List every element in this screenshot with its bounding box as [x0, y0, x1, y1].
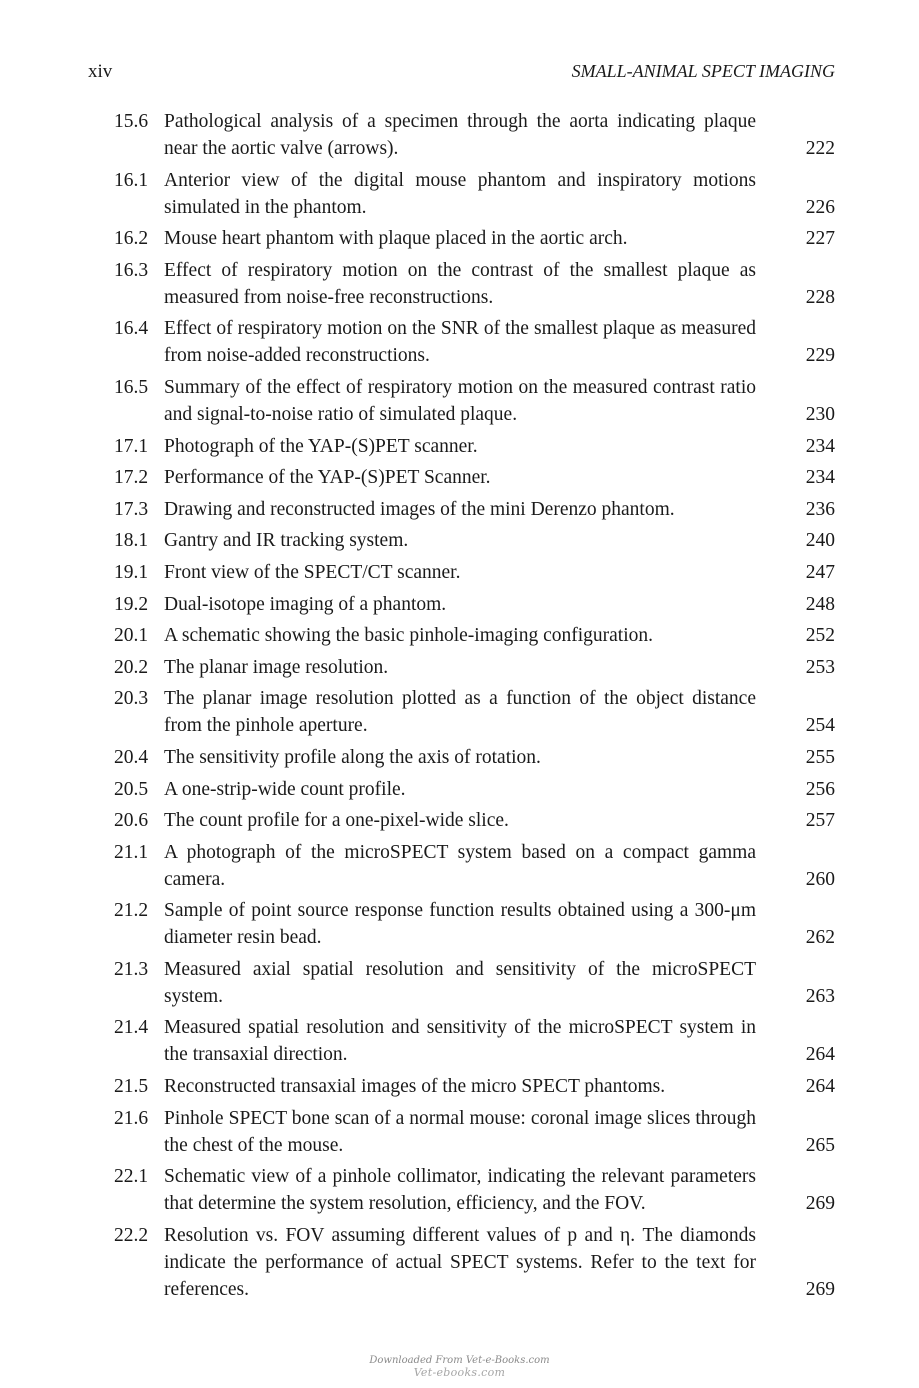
toc-entry — [114, 685, 835, 739]
page-reference: 265 — [805, 1134, 835, 1156]
figure-number: 16.1 — [114, 169, 149, 191]
figure-caption: A photograph of the microSPECT system based on a compact gamma camera. — [164, 841, 756, 890]
figure-number: 17.2 — [114, 467, 149, 489]
toc-entry — [114, 654, 835, 681]
watermark-line-2: Vet-ebooks.com — [413, 1366, 506, 1379]
download-watermark — [0, 1355, 919, 1379]
figure-number: 17.1 — [114, 435, 149, 457]
figure-caption: Mouse heart phantom with plaque placed in the aortic arch. — [164, 228, 628, 250]
toc-entry — [114, 807, 835, 834]
page-reference: 263 — [805, 985, 835, 1007]
figure-caption: Photograph of the YAP-(S)PET scanner. — [164, 435, 478, 457]
figure-caption: Measured axial spatial resolution and sensitivity of the microSPECT system. — [164, 958, 756, 1007]
figure-caption: Measured spatial resolution and sensitivity of the microSPECT system in the transaxial direction. — [164, 1017, 756, 1066]
page-reference: 264 — [805, 1044, 835, 1066]
figure-number: 19.1 — [114, 561, 149, 583]
toc-entry — [114, 1073, 835, 1100]
page-reference: 255 — [805, 746, 835, 768]
figure-caption: Sample of point source response function results obtained using a 300-μm diameter resin bead. — [164, 900, 756, 949]
toc-entry — [114, 839, 835, 893]
page-reference: 236 — [805, 498, 835, 520]
toc-entry — [114, 167, 835, 221]
figure-caption: Effect of respiratory motion on the contrast of the smallest plaque as measured from noise-free reconstructions. — [164, 259, 756, 308]
page-reference: 234 — [805, 467, 835, 489]
page-reference: 248 — [805, 593, 835, 615]
figure-number: 16.4 — [114, 318, 149, 340]
toc-entry — [114, 527, 835, 554]
figure-caption: The planar image resolution plotted as a function of the object distance from the pinhole aperture. — [164, 688, 756, 737]
running-title: SMALL-ANIMAL SPECT IMAGING — [571, 61, 835, 81]
figure-caption: Resolution vs. FOV assuming different values of p and η. The diamonds indicate the performance of actual SPECT systems. Refer to the text for references. — [164, 1224, 756, 1300]
toc-entry — [114, 225, 835, 252]
toc-entry — [114, 1222, 835, 1303]
page-number: xiv — [88, 61, 113, 82]
toc-entry — [114, 257, 835, 311]
page-reference: 257 — [805, 810, 835, 832]
figure-caption: Dual-isotope imaging of a phantom. — [164, 593, 447, 615]
figure-caption: Front view of the SPECT/CT scanner. — [164, 561, 461, 583]
page-reference: 256 — [805, 778, 835, 800]
figure-caption: Drawing and reconstructed images of the mini Derenzo phantom. — [164, 498, 675, 520]
page-header — [88, 61, 835, 87]
toc-entry — [114, 464, 835, 491]
figure-number: 16.2 — [114, 228, 149, 250]
page-reference: 222 — [805, 138, 835, 159]
list-of-figures — [114, 108, 835, 1307]
page-reference: 253 — [805, 656, 835, 678]
page-reference: 262 — [805, 927, 835, 949]
figure-caption: Pathological analysis of a specimen through the aorta indicating plaque near the aortic valve (arrows). — [164, 111, 756, 159]
toc-entry — [114, 1163, 835, 1217]
page-reference: 247 — [805, 561, 835, 583]
figure-number: 16.5 — [114, 376, 149, 398]
toc-entry — [114, 1014, 835, 1068]
toc-entry — [114, 108, 835, 162]
page-reference: 260 — [805, 868, 835, 890]
figure-number: 21.5 — [114, 1076, 149, 1098]
figure-number: 20.6 — [114, 810, 149, 832]
toc-entry — [114, 496, 835, 523]
figure-number: 19.2 — [114, 593, 149, 615]
toc-entry — [114, 1105, 835, 1159]
toc-entry — [114, 591, 835, 618]
figure-number: 21.3 — [114, 958, 149, 980]
toc-entry — [114, 897, 835, 951]
figure-caption: A schematic showing the basic pinhole-imaging configuration. — [164, 625, 654, 647]
figure-caption: Gantry and IR tracking system. — [164, 530, 409, 552]
page-reference: 252 — [805, 625, 835, 647]
page-reference: 227 — [805, 228, 835, 250]
figure-caption: Effect of respiratory motion on the SNR of the smallest plaque as measured from noise-added reconstructions. — [164, 318, 756, 367]
toc-entry — [114, 622, 835, 649]
figure-number: 20.2 — [114, 656, 149, 678]
figure-caption: Pinhole SPECT bone scan of a normal mouse: coronal image slices through the chest of the mouse. — [164, 1107, 756, 1156]
figure-number: 21.4 — [114, 1017, 149, 1039]
figure-number: 21.2 — [114, 900, 149, 922]
page-reference: 228 — [805, 286, 835, 308]
figure-number: 16.3 — [114, 259, 149, 281]
figure-number: 15.6 — [114, 111, 149, 132]
page-reference: 229 — [805, 345, 835, 367]
toc-entry — [114, 315, 835, 369]
figure-number: 22.1 — [114, 1166, 149, 1188]
figure-number: 21.1 — [114, 841, 149, 863]
page-reference: 230 — [805, 403, 835, 425]
page-reference: 264 — [805, 1076, 835, 1098]
toc-entry — [114, 956, 835, 1010]
page-reference: 226 — [805, 196, 835, 218]
figure-number: 20.4 — [114, 746, 149, 768]
figure-caption: The planar image resolution. — [164, 656, 389, 678]
figure-caption: Reconstructed transaxial images of the micro SPECT phantoms. — [164, 1076, 666, 1098]
toc-entry — [114, 433, 835, 460]
figure-caption: Anterior view of the digital mouse phantom and inspiratory motions simulated in the phantom. — [164, 169, 756, 218]
toc-entry — [114, 374, 835, 428]
figure-caption: Schematic view of a pinhole collimator, indicating the relevant parameters that determine the system resolution, efficiency, and the FOV. — [164, 1166, 756, 1215]
figure-number: 20.5 — [114, 778, 149, 800]
figure-number: 18.1 — [114, 530, 149, 552]
figure-number: 21.6 — [114, 1107, 149, 1129]
figure-number: 17.3 — [114, 498, 149, 520]
figure-caption: A one-strip-wide count profile. — [164, 778, 406, 800]
figure-caption: Summary of the effect of respiratory motion on the measured contrast ratio and signal-to-noise ratio of simulated plaque. — [164, 376, 756, 425]
page-reference: 269 — [805, 1193, 835, 1215]
toc-entry — [114, 559, 835, 586]
toc-entry — [114, 776, 835, 803]
page-reference: 254 — [805, 715, 835, 737]
page-reference: 234 — [805, 435, 835, 457]
figure-number: 20.3 — [114, 688, 149, 710]
toc-entry — [114, 744, 835, 771]
figure-caption: Performance of the YAP-(S)PET Scanner. — [164, 467, 491, 489]
page-reference: 269 — [805, 1278, 835, 1300]
watermark-line-1: Downloaded From Vet-e-Books.com — [369, 1355, 550, 1366]
figure-number: 22.2 — [114, 1224, 149, 1246]
figure-caption: The count profile for a one-pixel-wide slice. — [164, 810, 509, 832]
figure-number: 20.1 — [114, 625, 149, 647]
page-reference: 240 — [805, 530, 835, 552]
figure-caption: The sensitivity profile along the axis of rotation. — [164, 746, 541, 768]
